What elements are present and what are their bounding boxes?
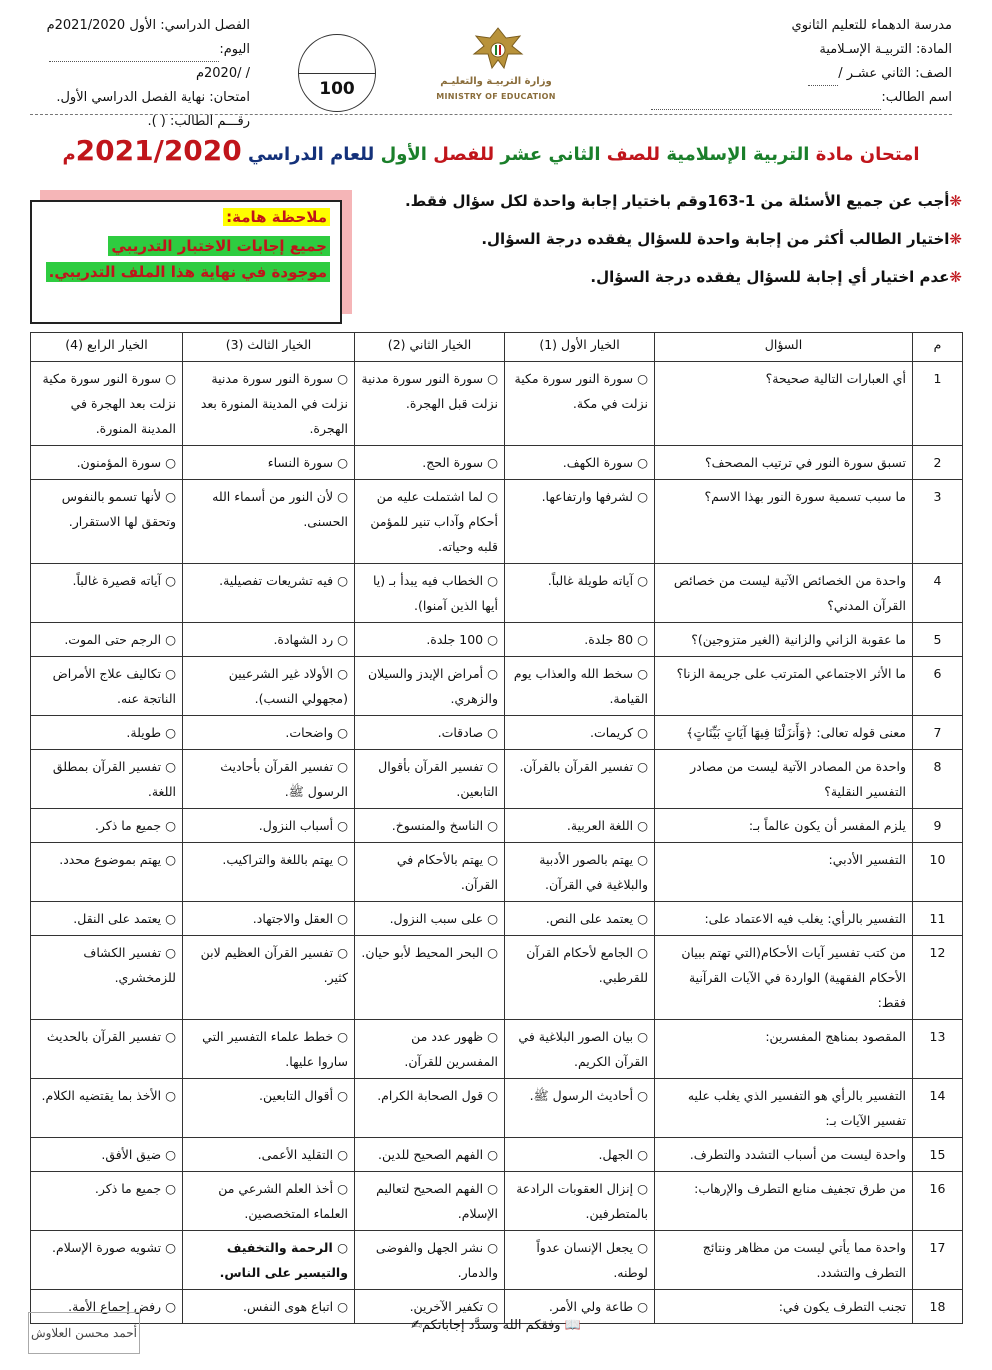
option-text: ○ الرحمة والتخفيف والتيسير على الناس. bbox=[220, 1240, 348, 1280]
option-text: ○ على سبب النزول. bbox=[390, 911, 498, 926]
important-note bbox=[30, 200, 342, 324]
question-text: التفسير بالرأي: يغلب فيه الاعتماد على: bbox=[655, 902, 913, 936]
option-3-cell[interactable] bbox=[183, 716, 355, 750]
option-text: ○ سخط الله والعذاب يوم القيامة. bbox=[514, 666, 648, 706]
option-3-cell[interactable] bbox=[183, 902, 355, 936]
table-row bbox=[31, 843, 963, 902]
option-2-cell[interactable] bbox=[355, 716, 505, 750]
option-text: ○ الأولاد غير الشرعيين (مجهولي النسب). bbox=[229, 666, 348, 706]
instruction-2 bbox=[362, 230, 962, 248]
option-4-cell[interactable] bbox=[31, 1079, 183, 1138]
option-text: ○ لأنها تسمو بالنفوس وتحقق لها الاستقرار. bbox=[62, 489, 176, 529]
option-text: ○ يهتم بالأحكام في القرآن. bbox=[397, 852, 498, 892]
question-text: ما عقوبة الزاني والزانية (الغير متزوجين)؟ bbox=[655, 623, 913, 657]
option-1-cell[interactable] bbox=[505, 657, 655, 716]
title-part: للصف bbox=[606, 144, 661, 165]
option-3-cell[interactable] bbox=[183, 446, 355, 480]
question-number: 16 bbox=[913, 1172, 963, 1231]
option-1-cell[interactable] bbox=[505, 1138, 655, 1172]
option-1-cell[interactable] bbox=[505, 446, 655, 480]
option-text: ○ 80 جلدة. bbox=[584, 632, 648, 647]
header-separator bbox=[30, 114, 952, 115]
option-1-cell[interactable] bbox=[505, 843, 655, 902]
option-1-cell[interactable] bbox=[505, 362, 655, 446]
option-text: ○ طويلة. bbox=[126, 725, 176, 740]
table-row bbox=[31, 750, 963, 809]
header-school-block bbox=[652, 14, 952, 110]
option-2-cell[interactable] bbox=[355, 446, 505, 480]
option-text: ○ أسباب النزول. bbox=[259, 818, 348, 833]
option-text: ○ كريمات. bbox=[590, 725, 648, 740]
option-2-cell[interactable] bbox=[355, 362, 505, 446]
question-text: واحدة مما يأتي ليست من مظاهر ونتائج التطرف والتشدد. bbox=[655, 1231, 913, 1290]
option-text: ○ أمراض الإيدز والسيلان والزهري. bbox=[368, 666, 498, 706]
question-text: أي العبارات التالية صحيحة؟ bbox=[655, 362, 913, 446]
option-text: ○ سورة النور سورة مكية نزلت في مكة. bbox=[515, 371, 648, 411]
question-number: 13 bbox=[913, 1020, 963, 1079]
option-4-cell[interactable] bbox=[31, 1138, 183, 1172]
question-text: من طرق تجفيف منابع التطرف والإرهاب: bbox=[655, 1172, 913, 1231]
option-3-cell[interactable] bbox=[183, 1079, 355, 1138]
option-2-cell[interactable] bbox=[355, 623, 505, 657]
option-text: ○ فيه تشريعات تفصيلية. bbox=[219, 573, 348, 588]
option-1-cell[interactable] bbox=[505, 480, 655, 564]
option-2-cell[interactable] bbox=[355, 809, 505, 843]
title-semester: الأول bbox=[380, 144, 427, 165]
option-text: ○ ظهور عدد من المفسرين للقرآن. bbox=[404, 1029, 498, 1069]
table-row bbox=[31, 564, 963, 623]
option-2-cell[interactable] bbox=[355, 1079, 505, 1138]
option-text: ○ يجعل الإنسان عدواً لوطنه. bbox=[536, 1240, 648, 1280]
table-row bbox=[31, 623, 963, 657]
option-1-cell[interactable] bbox=[505, 716, 655, 750]
option-text: ○ يهتم بموضوع محدد. bbox=[59, 852, 176, 867]
title-grade: الثاني عشر bbox=[500, 144, 601, 165]
option-1-cell[interactable] bbox=[505, 902, 655, 936]
option-4-cell[interactable] bbox=[31, 843, 183, 902]
note-line-2: موجودة في نهاية هذا الملف التدريبي. bbox=[46, 262, 330, 282]
option-text: ○ سورة النور سورة مدنية نزلت في المدينة المنورة بعد الهجرة. bbox=[201, 371, 348, 436]
option-text: ○ تشويه صورة الإسلام. bbox=[52, 1240, 176, 1255]
option-text: ○ تكاليف علاج الأمراض الناتجة عنه. bbox=[53, 666, 176, 706]
date-label: / /2020م bbox=[195, 66, 250, 81]
option-text: ○ صادقات. bbox=[438, 725, 498, 740]
option-text: ○ تكفير الآخرين. bbox=[410, 1299, 498, 1314]
instruction-text: اختيار الطالب أكثر من إجابة واحدة للسؤال يفقده درجة السؤال. bbox=[481, 230, 950, 248]
exam-label: امتحان: نهاية الفصل الدراسي الأول. bbox=[56, 90, 250, 105]
bullet-icon: ❋ bbox=[949, 230, 962, 248]
option-3-cell[interactable] bbox=[183, 750, 355, 809]
note-title: ملاحظة هامة: bbox=[223, 208, 330, 226]
col-header-number: م bbox=[913, 333, 963, 362]
instruction-text: أجب عن جميع الأسئلة من 1-163وقم باختيار إجابة واحدة لكل سؤال فقط. bbox=[404, 192, 950, 210]
instruction-3 bbox=[362, 268, 962, 286]
table-row bbox=[31, 936, 963, 1020]
option-text: ○ تفسير القرآن بالحديث bbox=[47, 1029, 176, 1044]
option-text: ○ اتباع هوى النفس. bbox=[243, 1299, 348, 1314]
table-row bbox=[31, 657, 963, 716]
option-4-cell[interactable] bbox=[31, 657, 183, 716]
question-number: 2 bbox=[913, 446, 963, 480]
option-1-cell[interactable] bbox=[505, 623, 655, 657]
option-1-cell[interactable] bbox=[505, 1231, 655, 1290]
table-row bbox=[31, 1020, 963, 1079]
option-text: ○ سورة النساء bbox=[268, 455, 348, 470]
question-text: تسبق سورة النور في ترتيب المصحف؟ bbox=[655, 446, 913, 480]
option-1-cell[interactable] bbox=[505, 809, 655, 843]
option-2-cell[interactable] bbox=[355, 1172, 505, 1231]
table-row bbox=[31, 716, 963, 750]
option-4-cell[interactable] bbox=[31, 750, 183, 809]
grade-label: الصف: الثاني عشـر / bbox=[838, 66, 952, 81]
option-3-cell[interactable] bbox=[183, 623, 355, 657]
question-number: 7 bbox=[913, 716, 963, 750]
option-text: ○ سورة النور سورة مكية نزلت بعد الهجرة في المدينة المنورة. bbox=[43, 371, 176, 436]
option-3-cell[interactable] bbox=[183, 843, 355, 902]
option-text: ○ تفسير القرآن بمطلق اللغة. bbox=[53, 759, 176, 799]
option-3-cell[interactable] bbox=[183, 1020, 355, 1079]
question-number: 15 bbox=[913, 1138, 963, 1172]
question-number: 17 bbox=[913, 1231, 963, 1290]
question-number: 12 bbox=[913, 936, 963, 1020]
table-row bbox=[31, 362, 963, 446]
instruction-text: عدم اختيار أي إجابة للسؤال يفقده درجة السؤال. bbox=[590, 268, 950, 286]
option-text: ○ يهتم بالصور الأدبية والبلاغية في القرآن. bbox=[539, 852, 648, 892]
option-4-cell[interactable] bbox=[31, 1020, 183, 1079]
option-4-cell[interactable] bbox=[31, 362, 183, 446]
option-text: ○ لما اشتملت عليه من أحكام وآداب تنير للمؤمن قلبه وحياته. bbox=[370, 489, 498, 554]
title-part: للفصل bbox=[433, 144, 495, 165]
subject-label: المادة: التربيـة الإسـلامية bbox=[819, 42, 952, 57]
option-text: ○ اللغة العربية. bbox=[567, 818, 648, 833]
title-year: 2021/2020 bbox=[75, 134, 242, 167]
option-text: ○ الخطاب فيه يبدأ بـ (يا أيها الذين آمنوا). bbox=[373, 573, 498, 613]
uae-emblem-icon bbox=[470, 24, 526, 74]
option-text: ○ أقوال التابعين. bbox=[259, 1088, 348, 1103]
option-4-cell[interactable] bbox=[31, 1231, 183, 1290]
option-text: ○ جميع ما ذكر. bbox=[95, 1181, 176, 1196]
title-part: امتحان مادة bbox=[815, 144, 920, 165]
option-text: ○ جميع ما ذكر. bbox=[95, 818, 176, 833]
day-label: اليوم: bbox=[219, 42, 250, 57]
option-3-cell[interactable] bbox=[183, 480, 355, 564]
ministry-name-en: MINISTRY OF EDUCATION bbox=[436, 92, 556, 101]
option-4-cell[interactable] bbox=[31, 936, 183, 1020]
question-text: تجنب التطرف يكون في: bbox=[655, 1290, 913, 1324]
option-3-cell[interactable] bbox=[183, 362, 355, 446]
option-text: ○ الرجم حتى الموت. bbox=[64, 632, 176, 647]
option-text: ○ تفسير القرآن بالقرآن. bbox=[519, 759, 648, 774]
option-text: ○ سورة المؤمنون. bbox=[77, 455, 176, 470]
option-2-cell[interactable] bbox=[355, 657, 505, 716]
option-text: ○ واضحات. bbox=[285, 725, 348, 740]
question-text: من كتب تفسير آيات الأحكام(التي تهتم ببيان الأحكام الفقهية) الواردة في الآيات القرآنية فقط: bbox=[655, 936, 913, 1020]
student-name-field[interactable] bbox=[651, 109, 881, 110]
table-row bbox=[31, 902, 963, 936]
option-text: ○ الفهم الصحيح لتعاليم الإسلام. bbox=[376, 1181, 498, 1221]
day-field[interactable] bbox=[49, 61, 219, 62]
question-number: 11 bbox=[913, 902, 963, 936]
option-text: ○ بيان الصور البلاغية في القرآن الكريم. bbox=[518, 1029, 648, 1069]
option-text: ○ يعتمد على النقل. bbox=[73, 911, 176, 926]
option-text: ○ الجامع لأحكام القرآن للقرطبي. bbox=[526, 945, 648, 985]
col-header-option-1: الخيار الأول (1) bbox=[505, 333, 655, 362]
option-1-cell[interactable] bbox=[505, 1020, 655, 1079]
question-number: 3 bbox=[913, 480, 963, 564]
semester-label: الفصل الدراسي: الأول 2021/2020م bbox=[46, 18, 250, 33]
option-text: ○ نشر الجهل والفوضى والدمار. bbox=[376, 1240, 498, 1280]
option-1-cell[interactable] bbox=[505, 936, 655, 1020]
note-line-1: جميع إجابات الاختبار التدريبي bbox=[108, 236, 330, 256]
header-exam-block bbox=[30, 14, 250, 134]
table-row bbox=[31, 480, 963, 564]
question-number: 10 bbox=[913, 843, 963, 902]
bullet-icon: ❋ bbox=[949, 192, 962, 210]
question-text: ما سبب تسمية سورة النور بهذا الاسم؟ bbox=[655, 480, 913, 564]
table-row bbox=[31, 1231, 963, 1290]
option-text: ○ يعتمد على النص. bbox=[546, 911, 648, 926]
option-text: ○ أخذ العلم الشرعي من العلماء المتخصصين. bbox=[218, 1181, 348, 1221]
table-row bbox=[31, 1138, 963, 1172]
instruction-1 bbox=[362, 192, 962, 210]
bullet-icon: ❋ bbox=[949, 268, 962, 286]
question-number: 8 bbox=[913, 750, 963, 809]
questions-table bbox=[30, 332, 963, 1324]
option-text: ○ خطط علماء التفسير التي ساروا عليها. bbox=[202, 1029, 348, 1069]
score-circle bbox=[298, 34, 376, 112]
option-2-cell[interactable] bbox=[355, 750, 505, 809]
option-text: ○ الناسخ والمنسوخ. bbox=[392, 818, 498, 833]
option-4-cell[interactable] bbox=[31, 623, 183, 657]
student-name-label: اسم الطالب: bbox=[881, 90, 952, 105]
option-text: ○ لأن النور من أسماء الله الحسنى. bbox=[212, 489, 348, 529]
question-text: واحدة ليست من أسباب التشدد والتطرف. bbox=[655, 1138, 913, 1172]
score-divider bbox=[299, 73, 375, 74]
option-3-cell[interactable] bbox=[183, 657, 355, 716]
table-row bbox=[31, 1079, 963, 1138]
option-text: ○ سورة الحج. bbox=[422, 455, 498, 470]
footer-text: وفقكم الله وسدَّد إجاباتكم bbox=[422, 1318, 561, 1333]
col-header-question: السؤال bbox=[655, 333, 913, 362]
ministry-name-ar: وزارة التربيـة والتعليـم bbox=[440, 76, 552, 87]
option-2-cell[interactable] bbox=[355, 902, 505, 936]
teacher-signature: أحمد محسن العلاوش bbox=[28, 1312, 140, 1354]
question-number: 1 bbox=[913, 362, 963, 446]
student-number-label: رقـــم الطالب: ( ). bbox=[147, 114, 250, 129]
question-number: 5 bbox=[913, 623, 963, 657]
option-2-cell[interactable] bbox=[355, 564, 505, 623]
col-header-option-3: الخيار الثالث (3) bbox=[183, 333, 355, 362]
question-text: ما الأثر الاجتماعي المترتب على جريمة الزنا؟ bbox=[655, 657, 913, 716]
score-total: 100 bbox=[319, 79, 355, 99]
option-text: ○ الفهم الصحيح للدين. bbox=[378, 1147, 498, 1162]
option-3-cell[interactable] bbox=[183, 936, 355, 1020]
option-2-cell[interactable] bbox=[355, 936, 505, 1020]
exam-title bbox=[30, 134, 952, 167]
option-1-cell[interactable] bbox=[505, 1172, 655, 1231]
option-text: ○ التقليد الأعمى. bbox=[258, 1147, 348, 1162]
school-name: مدرسة الدهماء للتعليم الثانوي bbox=[791, 18, 952, 33]
option-text: ○ سورة النور سورة مدنية نزلت قبل الهجرة. bbox=[361, 371, 498, 411]
question-number: 6 bbox=[913, 657, 963, 716]
option-text: ○ البحر المحيط لأبو حيان. bbox=[361, 945, 498, 960]
option-text: ○ أحاديث الرسول ﷺ. bbox=[530, 1088, 648, 1103]
option-text: ○ طاعة ولي الأمر. bbox=[549, 1299, 648, 1314]
question-number: 18 bbox=[913, 1290, 963, 1324]
title-subject: التربية الإسلامية bbox=[666, 144, 810, 165]
option-text: ○ تفسير القرآن بأحاديث الرسول ﷺ. bbox=[220, 759, 348, 799]
question-number: 14 bbox=[913, 1079, 963, 1138]
writing-hand-icon: ✍ bbox=[411, 1318, 422, 1333]
option-text: ○ تفسير القرآن بأقوال التابعين. bbox=[378, 759, 498, 799]
table-row bbox=[31, 809, 963, 843]
option-2-cell[interactable] bbox=[355, 1231, 505, 1290]
option-text: ○ تفسير القرآن العظيم لابن كثير. bbox=[201, 945, 348, 985]
option-text: ○ إنزال العقوبات الرادعة بالمتطرفين. bbox=[516, 1181, 648, 1221]
option-2-cell[interactable] bbox=[355, 843, 505, 902]
option-1-cell[interactable] bbox=[505, 1079, 655, 1138]
option-3-cell[interactable] bbox=[183, 1231, 355, 1290]
option-text: ○ يهتم باللغة والتراكيب. bbox=[222, 852, 348, 867]
question-text: واحدة من المصادر الآتية ليست من مصادر التفسير النقلية؟ bbox=[655, 750, 913, 809]
option-3-cell[interactable] bbox=[183, 564, 355, 623]
option-1-cell[interactable] bbox=[505, 750, 655, 809]
question-number: 4 bbox=[913, 564, 963, 623]
option-text: ○ آياته قصيرة غالباً. bbox=[72, 573, 176, 588]
option-4-cell[interactable] bbox=[31, 564, 183, 623]
option-text: ○ تفسير الكشاف للزمخشري. bbox=[83, 945, 176, 985]
title-suffix: م bbox=[62, 144, 76, 165]
option-text: ○ العقل والاجتهاد. bbox=[253, 911, 348, 926]
book-icon: 📖 bbox=[564, 1318, 581, 1333]
option-text: ○ ضيق الأفق. bbox=[101, 1147, 176, 1162]
question-number: 9 bbox=[913, 809, 963, 843]
option-3-cell[interactable] bbox=[183, 1138, 355, 1172]
option-2-cell[interactable] bbox=[355, 1020, 505, 1079]
option-text: ○ رفض إجماع الأمة. bbox=[68, 1299, 176, 1314]
question-text: المقصود بمناهج المفسرين: bbox=[655, 1020, 913, 1079]
option-4-cell[interactable] bbox=[31, 902, 183, 936]
question-text: معنى قوله تعالى: ﴿وَأَنزَلْنَا فِيهَا آيَاتٍ بَيِّنَاتٍ﴾ bbox=[655, 716, 913, 750]
table-row bbox=[31, 1172, 963, 1231]
option-text: ○ الأخذ بما يقتضيه الكلام. bbox=[42, 1088, 176, 1103]
option-text: ○ الجهل. bbox=[599, 1147, 648, 1162]
option-2-cell[interactable] bbox=[355, 1138, 505, 1172]
option-text: ○ سورة الكهف. bbox=[563, 455, 648, 470]
option-4-cell[interactable] bbox=[31, 716, 183, 750]
option-4-cell[interactable] bbox=[31, 480, 183, 564]
option-3-cell[interactable] bbox=[183, 1172, 355, 1231]
question-text: يلزم المفسر أن يكون عالماً بـ: bbox=[655, 809, 913, 843]
option-1-cell[interactable] bbox=[505, 564, 655, 623]
option-3-cell[interactable] bbox=[183, 809, 355, 843]
col-header-option-4: الخيار الرابع (4) bbox=[31, 333, 183, 362]
question-text: التفسير الأدبي: bbox=[655, 843, 913, 902]
option-text: ○ رد الشهادة. bbox=[273, 632, 348, 647]
option-4-cell[interactable] bbox=[31, 446, 183, 480]
footer-note bbox=[300, 1318, 692, 1333]
question-text: التفسير بالرأي هو التفسير الذي يغلب عليه تفسير الآيات بـ: bbox=[655, 1079, 913, 1138]
option-text: ○ آياته طويلة غالباً. bbox=[548, 573, 648, 588]
option-2-cell[interactable] bbox=[355, 480, 505, 564]
option-text: ○ 100 جلدة. bbox=[426, 632, 498, 647]
table-row bbox=[31, 446, 963, 480]
option-text: ○ قول الصحابة الكرام. bbox=[377, 1088, 498, 1103]
option-4-cell[interactable] bbox=[31, 809, 183, 843]
option-4-cell[interactable] bbox=[31, 1172, 183, 1231]
question-text: واحدة من الخصائص الآتية ليست من خصائص القرآن المدني؟ bbox=[655, 564, 913, 623]
table-header-row bbox=[31, 333, 963, 362]
col-header-option-2: الخيار الثاني (2) bbox=[355, 333, 505, 362]
title-part: للعام الدراسي bbox=[248, 144, 375, 165]
option-text: ○ لشرفها وارتفاعها. bbox=[542, 489, 648, 504]
